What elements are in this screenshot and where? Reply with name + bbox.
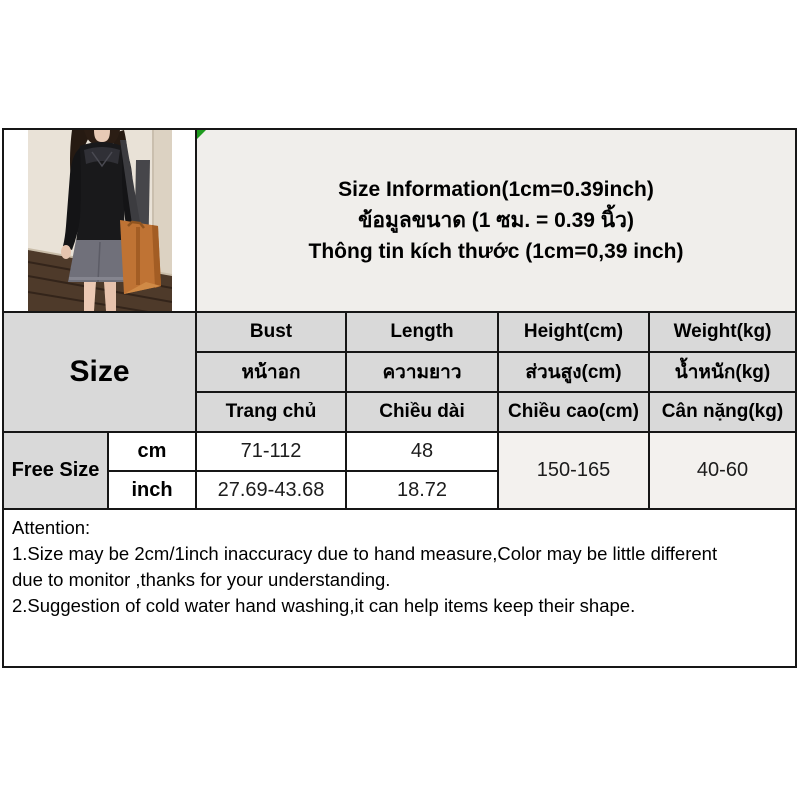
- header-bust-th: หน้าอก: [197, 353, 345, 391]
- header-length-en: Length: [347, 313, 497, 351]
- attention-line-2: due to monitor ,thanks for your understanding.: [12, 569, 391, 590]
- value-length-inch: 18.72: [347, 472, 497, 508]
- title-thai: ข้อมูลขนาด (1 ซม. = 0.39 นิ้ว): [358, 209, 634, 232]
- value-length-cm: 48: [347, 433, 497, 470]
- header-weight-vi: Cân nặng(kg): [650, 393, 795, 431]
- value-bust-cm: 71-112: [197, 433, 345, 470]
- header-height-vi: Chiều cao(cm): [499, 393, 648, 431]
- size-corner-header: Size: [4, 313, 195, 431]
- header-length-th: ความยาว: [347, 353, 497, 391]
- title-english: Size Information(1cm=0.39inch): [338, 178, 654, 201]
- product-photo: [28, 130, 172, 311]
- header-weight-th: น้ำหนัก(kg): [650, 353, 795, 391]
- attention-line-1: 1.Size may be 2cm/1inch inaccuracy due to hand measure,Color may be little different: [12, 543, 718, 564]
- header-weight-en: Weight(kg): [650, 313, 795, 351]
- row-label-free-size: Free Size: [4, 433, 107, 508]
- attention-note: [4, 510, 795, 666]
- header-bust-vi: Trang chủ: [197, 393, 345, 431]
- title-vietnamese: Thông tin kích thước (1cm=0,39 inch): [308, 240, 684, 263]
- product-photo-cell: [4, 130, 195, 311]
- size-chart-table: [2, 128, 797, 668]
- unit-inch: inch: [109, 472, 195, 508]
- value-height: 150-165: [499, 433, 648, 508]
- header-height-en: Height(cm): [499, 313, 648, 351]
- unit-cm: cm: [109, 433, 195, 470]
- value-bust-inch: 27.69-43.68: [197, 472, 345, 508]
- attention-line-3: 2.Suggestion of cold water hand washing,it can help items keep their shape.: [12, 595, 636, 616]
- cell-comment-marker-icon: [197, 130, 206, 139]
- attention-heading: Attention:: [12, 517, 91, 538]
- value-weight: 40-60: [650, 433, 795, 508]
- title-panel: [197, 130, 795, 311]
- header-length-vi: Chiều dài: [347, 393, 497, 431]
- header-height-th: ส่วนสูง(cm): [499, 353, 648, 391]
- header-bust-en: Bust: [197, 313, 345, 351]
